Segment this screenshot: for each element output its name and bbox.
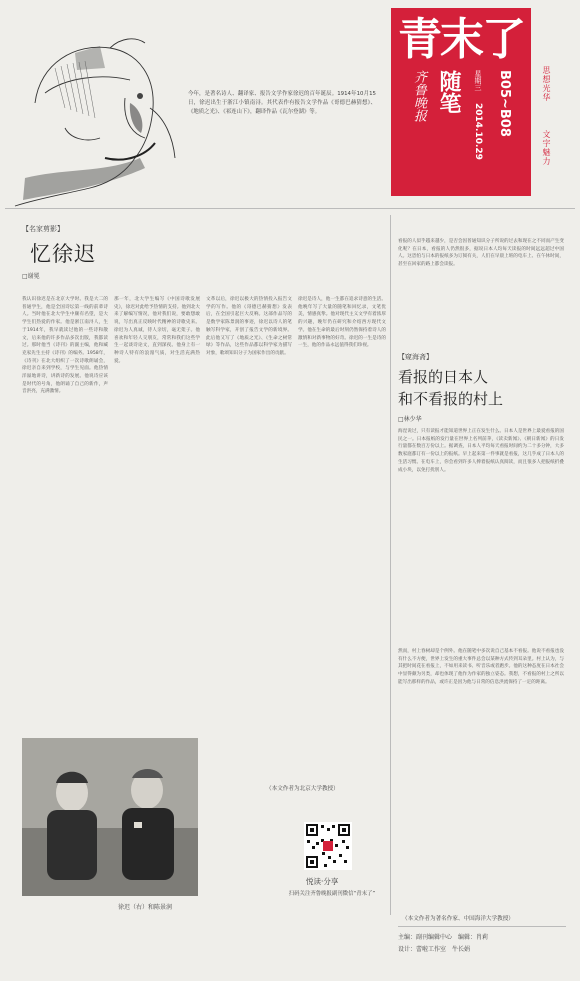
article1-col1: 我认识徐迟是在北京大学时。我是大二的普通学生，他是全国诗坛第一线的前辈诗人。当时他在北大学生中颇有名望，是大学生们热爱的作家。他是浙江南浔人，生于1914年，我早就读过他的一些诗和散文，后来他的许多作品多次出版，我都读过。那时他当《诗刊》的副主编，他和臧克家先生主持《诗刊》的编务。1958年，《诗刊》在北大组织了一次诗歌朗诵会，徐迟亲自来到学校，与学生见面。他热情洋溢地讲诗，讲新诗的发展。他说诗应该是时代的号角，他朗诵了自己的新作，声音洪亮，充满激情。 [22, 297, 108, 395]
credits-line2: 设计：蕾啦工作室 牛长娟 [398, 946, 471, 953]
article1-col3: 文革以后，徐迟以极大的热情投入报告文学的写作。他的《哥德巴赫猜想》发表后，在全国引起巨大反响。这部作品写的是数学家陈景润的事迹，徐迟以诗人的笔触写科学家，开创了报告文学的新境界。此后他又写了《地质之光》、《生命之树常绿》等作品，这些作品都以科学家为描写对象，歌颂知识分子为国家作出的贡献。 [206, 297, 292, 356]
article2-col1: 海涅说过，只有读报才能知道世界上正在发生什么。日本人是世界上最爱看报的国民之一。日本报纸的发行量在世界上名列前茅，《读卖新闻》、《朝日新闻》的日发行量都在数百万份以上。据调查，日本人平均每天看报时间约为二十多分钟，大多数家庭都订有一份以上的报纸。早上起来第一件事就是看报，这几乎成了日本人的生活习惯。在电车上，你会看到许多人捧着报纸认真阅读，而且很多人把报纸折叠成小块，以免打扰别人。 [398, 429, 564, 473]
column-label-2: 【窥海斋】 [398, 353, 433, 361]
article2-title-line1: 看报的日本人 [398, 368, 489, 386]
paper-brand: 齐鲁晚报 [411, 70, 426, 122]
article1-col4: 徐迟是诗人，他一生都在追求诗意的生活。他晚年写了大量的随笔和回忆录，文笔优美，情感真挚。他对现代主义文学有着浓厚的兴趣，晚年仍在研究和介绍西方现代文学。他在生命的最后时刻仍然保持着诗人的激情和对新事物的好奇。徐迟的一生是诗的一生，他的作品永远值得我们珍视。 [298, 297, 386, 349]
credits-line1: 主编：副刊编辑中心 编辑：肖莉 [398, 934, 489, 941]
qr-text: 扫码关注齐鲁晚报副刊微信“青末了” [288, 891, 376, 897]
divider-bottom [398, 926, 566, 927]
divider-top [5, 208, 575, 209]
page-range: B05~B08 [497, 70, 512, 137]
photo-caption: 徐迟（右）和陈景润 [118, 904, 173, 911]
article2-intro-note: 看报的人似乎越来越少，是否会因普通知识分子所说的过去和现在之不同而产生变化呢？在日本，看报的人仍然很多，据说日本人均每天读报的时间远远超过中国人。这恐怕与日本的报纸多为订阅有关，人们在早晨上班的电车上、在午休时间，甚至在回家的路上都会读报。 [398, 239, 564, 268]
section-label: 随笔 [436, 70, 461, 114]
slogan-left: 思想光华 [542, 66, 551, 102]
date-text: 2014.10.29 [473, 103, 483, 160]
article1-footnote: （本文作者为北京大学教授） [266, 786, 339, 792]
article1-col2: 那一年，北大学生编写《中国诗歌发展史》，徐迟对此给予热情的支持。他到北大来了解编写情况，他对我们说，要敢想敢说，写出真正反映时代精神的诗歌史来。徐迟为人真诚，待人亲切，毫无架子。他喜欢和年轻人交朋友，常常和我们这些学生一起谈诗论文，直到深夜。他身上有一种诗人特有的浪漫气质，对生活充满热爱。 [114, 297, 200, 364]
slogan-right: 文字魅力 [542, 130, 551, 166]
masthead-block [391, 8, 531, 196]
qr-code[interactable] [304, 822, 352, 870]
article1-photo [22, 738, 198, 896]
article2-col2: 然而，村上春树却是个例外。他在随笔中多次说自己基本不看报。他说不看报也没有什么不方便，世界上发生的重大事件总会以某种方式传到耳朵里。村上认为，与其把时间花在看报上，不如用来读书、听音乐或者跑步。他的这种态度在日本社会中显得颇为另类，却也体现了他作为作家的独立姿态。我想，不看报的村上之所以能写出那样的作品，或许正是因为他与日常的信息洪流保持了一定的距离。 [398, 649, 564, 685]
article2-title-line2: 和不看报的村上 [398, 390, 504, 408]
column-label-1: 【名家剪影】 [22, 225, 64, 233]
article2-author: □林少华 [398, 416, 422, 423]
masthead-title: 青末了 [398, 14, 524, 65]
article2-footnote: （本文作者为著名作家、中国海洋大学教授） [402, 916, 514, 922]
article1-author: □谢冕 [22, 273, 40, 280]
article1-title: 忆徐迟 [30, 242, 96, 266]
vertical-divider [390, 215, 391, 915]
portrait-sketch [5, 8, 180, 208]
intro-text: 今年，是著名诗人、翻译家、报告文学作家徐迟的百年诞辰。1914年10月15日，徐迟出生于浙江小镇南浔。其代表作有报告文学作品《哥德巴赫猜想》、《地质之光》、《祁连山下》，翻译作品《瓦尔登湖》等。 [188, 91, 376, 115]
qr-title: 悦读·分享 [306, 877, 339, 886]
date-weekday: 星期三 [474, 70, 482, 91]
